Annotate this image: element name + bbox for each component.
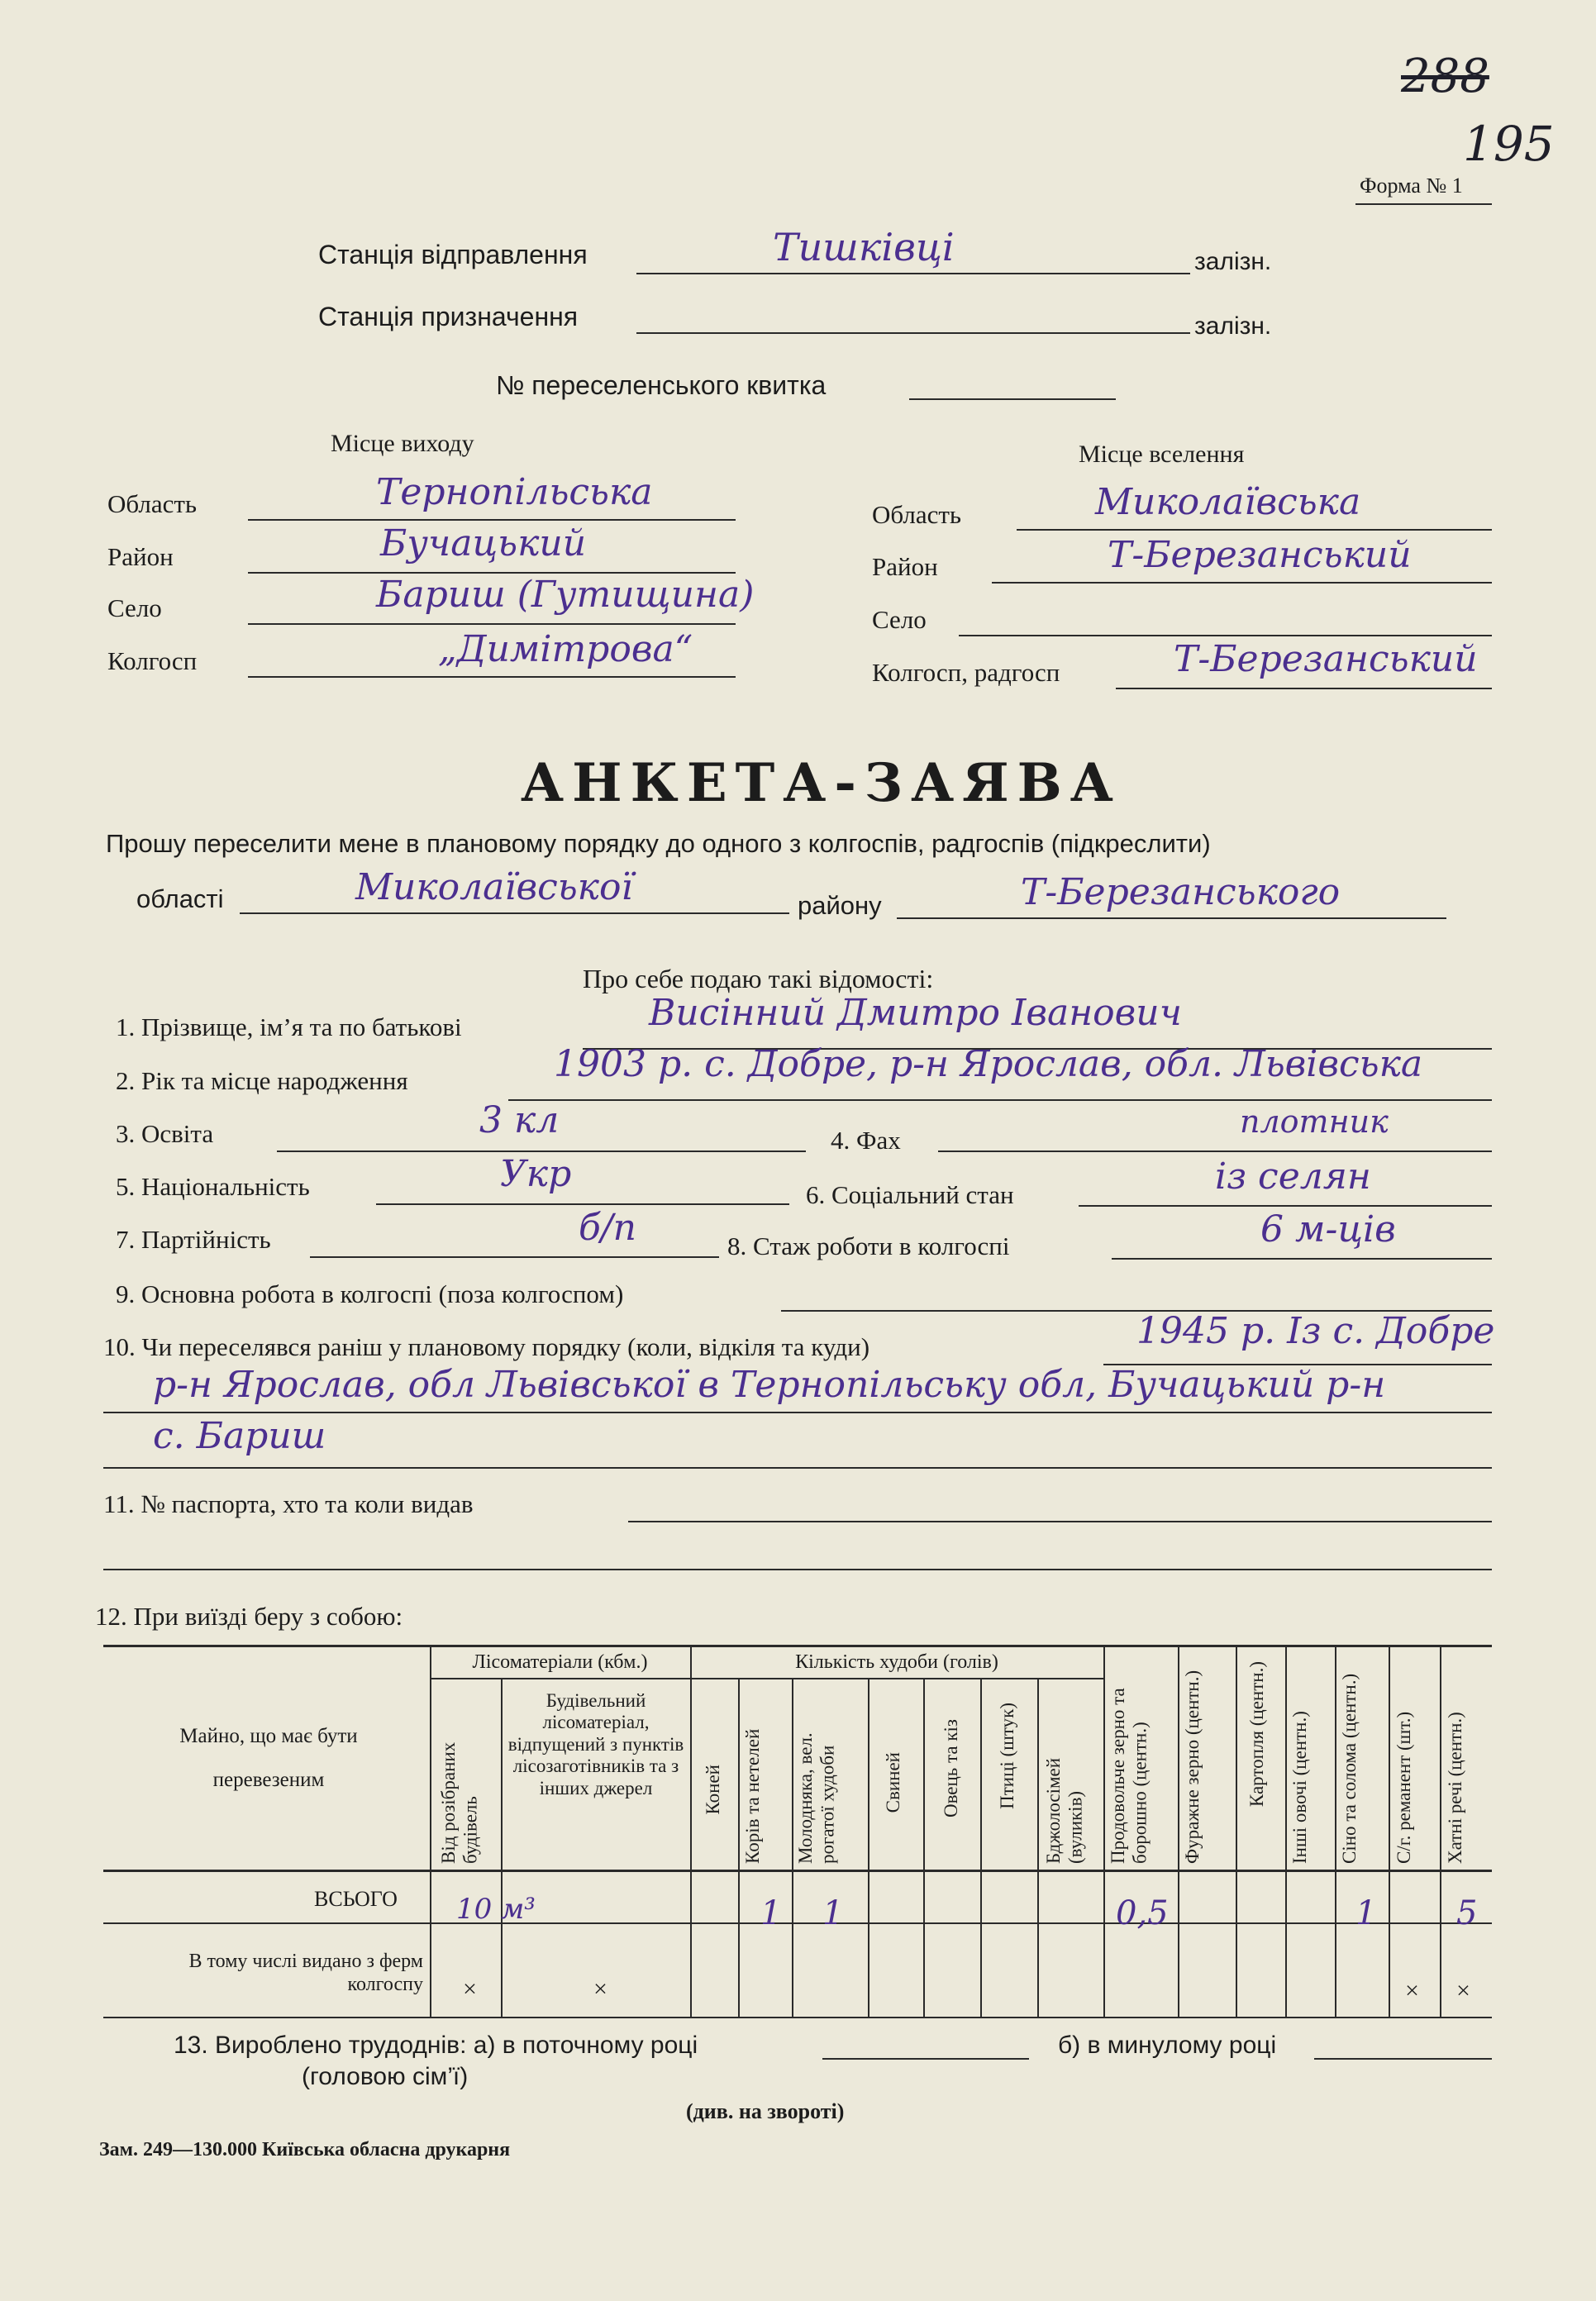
- request-oblast-value: Миколаївської: [355, 866, 633, 908]
- destination-station-line: [636, 332, 1190, 334]
- total-hay: 1: [1355, 1894, 1377, 1932]
- destination-kolgosp-value: Т-Березанський: [1174, 638, 1478, 680]
- row-total-label: ВСЬОГО: [314, 1887, 398, 1911]
- origin-oblast-value: Тернопільська: [376, 471, 653, 513]
- field-8-value: 6 м-ців: [1260, 1208, 1396, 1251]
- origin-selo-value: Бариш (Гутищина): [376, 574, 755, 616]
- field-3-value: 3 кл: [479, 1099, 560, 1141]
- rail-suffix-2: залізн.: [1194, 312, 1272, 340]
- field-1-label: 1. Прізвище, ім’я та по батькові: [116, 1012, 462, 1041]
- form-title: АНКЕТА-ЗАЯВА: [521, 752, 1122, 814]
- ticket-label: № переселенського квитка: [496, 370, 827, 400]
- farm-mark-14: ×: [1405, 1977, 1419, 2004]
- col-header-2: Коней: [703, 1765, 723, 1815]
- farm-mark-0: ×: [463, 1975, 477, 2003]
- departure-station-line: [636, 273, 1190, 274]
- total-grain: 0,5: [1116, 1894, 1169, 1932]
- field-10-value-1: 1945 р. Із с. Добре: [1136, 1310, 1495, 1352]
- col-header-13: Сіно та солома (центн.): [1339, 1673, 1360, 1864]
- timber-group-header: Лісоматеріали (кбм.): [472, 1651, 648, 1673]
- row-farm-label: В тому числі видано з ферм колгоспу: [188, 1951, 423, 1995]
- field-4-value: плотник: [1240, 1103, 1389, 1140]
- request-raion-value: Т-Березанського: [1021, 871, 1341, 913]
- destination-station-label: Станція призначення: [318, 302, 579, 331]
- col-header-0: Від розібраних будівель: [438, 1741, 481, 1864]
- col-header-6: Овець та кіз: [941, 1719, 961, 1818]
- total-from-buildings: 10 м³: [456, 1893, 536, 1926]
- field-9-label: 9. Основна робота в колгоспі (поза колгоспом): [116, 1279, 624, 1308]
- form-label: Форма № 1: [1360, 174, 1463, 198]
- workdays-label: 13. Вироблено трудоднів: а) в поточному році: [174, 2032, 698, 2059]
- destination-raion-label: Район: [872, 552, 938, 581]
- field-4-label: 4. Фах: [831, 1126, 901, 1155]
- total-young-cattle: 1: [822, 1894, 844, 1932]
- field-12-label: 12. При виїзді беру з собою:: [95, 1602, 403, 1631]
- col-header-7: Птиці (штук): [997, 1703, 1017, 1809]
- field-6-label: 6. Соціальний стан: [806, 1180, 1014, 1209]
- destination-raion-value: Т-Березанський: [1108, 534, 1412, 576]
- workdays-sub: (головою сім’ї): [302, 2063, 469, 2090]
- col-header-11: Картопля (центн.): [1246, 1661, 1267, 1808]
- destination-kolgosp-label: Колгосп, радгосп: [872, 658, 1060, 687]
- col-header-14: С/г. реманент (шт.): [1394, 1711, 1414, 1864]
- field-2-value: 1903 р. с. Добре, р-н Ярослав, обл. Львівська: [554, 1043, 1423, 1085]
- origin-raion-label: Район: [107, 542, 174, 571]
- field-7-label: 7. Партійність: [116, 1225, 271, 1254]
- printer-imprint: Зам. 249—130.000 Київська обласна друкарня: [99, 2139, 511, 2160]
- archive-number-crossed: 288: [1401, 50, 1489, 103]
- col-header-12: Інші овочі (центн.): [1289, 1711, 1310, 1864]
- col-header-1: Будівельний лісоматеріал, відпущений з пунктів лісозаготівників та з інших джерел: [507, 1690, 684, 1798]
- request-oblast-label: області: [136, 884, 224, 913]
- field-8-label: 8. Стаж роботи в колгоспі: [727, 1231, 1010, 1260]
- field-10-value-2: р-н Ярослав, обл Львівської в Тернопільську обл, Бучацький р-н: [153, 1364, 1386, 1406]
- see-reverse: (див. на звороті): [686, 2099, 845, 2123]
- destination-header: Місце вселення: [1079, 441, 1245, 468]
- total-cows: 1: [760, 1894, 782, 1932]
- rail-suffix-1: залізн.: [1194, 248, 1272, 275]
- col-header-5: Свиней: [883, 1752, 903, 1813]
- origin-header: Місце виходу: [331, 430, 474, 457]
- property-header: Майно, що має бути перевезеним: [179, 1725, 358, 1791]
- intro-text: Про себе подаю такі відомості:: [583, 964, 934, 993]
- destination-oblast-label: Область: [872, 500, 962, 529]
- field-10-label: 10. Чи переселявся раніш у плановому порядку (коли, відкіля та куди): [103, 1332, 870, 1361]
- archive-number: 195: [1463, 116, 1555, 172]
- col-header-15: Хатні речі (центн.): [1445, 1712, 1465, 1864]
- departure-station-label: Станція відправлення: [318, 240, 588, 269]
- departure-station-value: Тишківці: [773, 225, 955, 269]
- workdays-label-b: б) в минулому році: [1058, 2032, 1277, 2059]
- destination-selo-label: Село: [872, 605, 927, 634]
- col-header-10: Фуражне зерно (центн.): [1182, 1670, 1203, 1864]
- origin-kolgosp-label: Колгосп: [107, 646, 198, 675]
- field-1-value: Висінний Дмитро Іванович: [649, 992, 1182, 1034]
- field-5-value: Укр: [500, 1153, 572, 1195]
- request-raion-label: району: [798, 891, 882, 920]
- farm-mark-15: ×: [1456, 1977, 1470, 2004]
- field-6-value: із селян: [1215, 1155, 1371, 1198]
- livestock-group-header: Кількість худоби (голів): [795, 1651, 998, 1673]
- field-7-value: б/п: [579, 1207, 637, 1249]
- origin-selo-label: Село: [107, 593, 162, 622]
- ticket-line: [909, 398, 1116, 400]
- destination-oblast-value: Миколаївська: [1095, 481, 1361, 523]
- field-10-value-3: с. Бариш: [153, 1415, 326, 1457]
- col-header-8: Бджолосімей (вуликів): [1043, 1757, 1086, 1864]
- origin-raion-value: Бучацький: [380, 522, 587, 565]
- total-household: 5: [1456, 1894, 1478, 1932]
- col-header-3: Корів та нетелей: [742, 1728, 763, 1864]
- col-header-9: Продовольче зерно та борошно (центн.): [1108, 1688, 1151, 1864]
- field-3-label: 3. Освіта: [116, 1119, 214, 1148]
- farm-mark-1: ×: [593, 1975, 607, 2003]
- field-11-label: 11. № паспорта, хто та коли видав: [103, 1489, 474, 1518]
- origin-oblast-label: Область: [107, 489, 198, 518]
- field-5-label: 5. Національність: [116, 1172, 310, 1201]
- field-2-label: 2. Рік та місце народження: [116, 1066, 408, 1095]
- col-header-4: Молодняка, вел. рогатої худоби: [795, 1732, 838, 1864]
- origin-kolgosp-value: „Димітрова“: [438, 628, 693, 670]
- request-text: Прошу переселити мене в плановому порядку до одного з колгоспів, радгоспів (підкреслити): [106, 829, 1211, 858]
